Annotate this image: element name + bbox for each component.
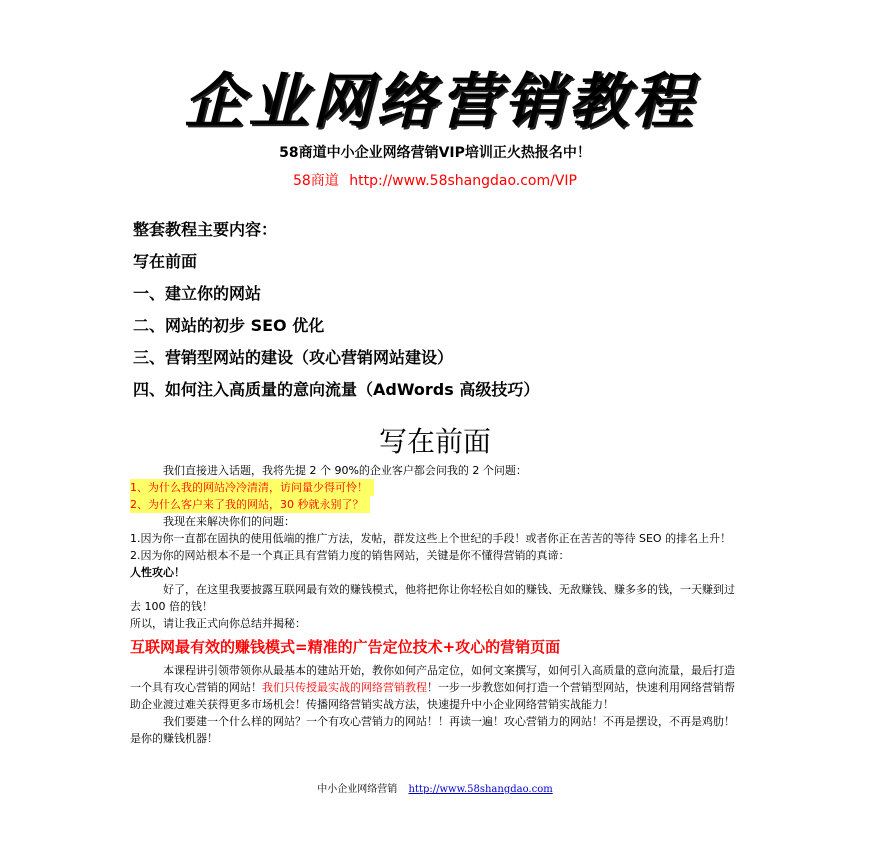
question-2-highlight: 2、为什么客户来了我的网站，30 秒就永别了？	[130, 496, 370, 513]
vip-url-link[interactable]: http://www.58shangdao.com/VIP	[349, 173, 577, 189]
section-body	[130, 462, 745, 747]
footer-link[interactable]: http://www.58shangdao.com	[408, 784, 553, 795]
solve-paragraph: 我现在来解决你们的问题：	[163, 515, 295, 528]
reveal-paragraph: 好了，在这里我要披露互联网最有效的赚钱模式，他将把你让你轻松自如的赚钱、无敌赚钱、赚多多的钱，一天赚到过去 100 倍的钱！	[130, 583, 735, 613]
question-1-highlight: 1、为什么我的网站冷冷清清，访问量少得可怜！	[130, 479, 374, 496]
course-text-b: ！一步一步教您如何打造一个营销型网站，快速利用网络营销帮助企业渡过难关获得更多市场机会！传播网络营销实战方法，快速提升中小企业网络营销实战能力！	[130, 681, 735, 711]
intro-paragraph: 我们直接进入话题，我将先提 2 个 90%的企业客户都会问我的 2 个问题：	[163, 464, 527, 477]
toc-item: 一、建立你的网站	[133, 284, 262, 303]
toc-item: 三、营销型网站的建设（攻心营销网站建设）	[133, 348, 454, 367]
answer-2-emphasis: 人性攻心！	[130, 566, 185, 579]
banner-title: 企业网络营销教程	[184, 67, 696, 137]
course-text-red: 我们只传授最实战的网络营销教程	[262, 681, 427, 694]
brand-name: 58商道	[292, 173, 339, 189]
toc-item: 四、如何注入高质量的意向流量（AdWords 高级技巧）	[133, 380, 540, 399]
course-paragraph	[130, 662, 745, 713]
answer-2-paragraph: 2.因为你的网站根本不是一个真正具有营销力度的销售网站，关键是你不懂得营销的真谛：	[130, 549, 570, 562]
footer-text: 中小企业网络营销	[317, 784, 398, 795]
closing-paragraph: 我们要建一个什么样的网站？一个有攻心营销力的网站！！再读一遍！攻心营销力的网站！不再是摆设，不再是鸡肋！是你的赚钱机器！	[130, 715, 735, 745]
answer-1-paragraph: 1.因为你一直都在固执的使用低端的推广方法，发帖，群发这些上个世纪的手段！或者你正在苦苦的等待 SEO 的排名上升！	[130, 532, 732, 545]
subtitle-link-line	[0, 170, 870, 190]
page-footer	[0, 780, 870, 795]
model-headline: 互联网最有效的赚钱模式=精准的广告定位技术+攻心的营销页面	[130, 638, 561, 656]
table-of-contents	[133, 214, 539, 406]
toc-item: 二、网站的初步 SEO 优化	[133, 316, 325, 335]
toc-item: 写在前面	[133, 252, 198, 271]
summary-paragraph: 所以，请让我正式向你总结并揭秘：	[130, 617, 306, 630]
section-title: 写在前面	[378, 425, 491, 458]
subtitle-line: 58商道中小企业网络营销VIP培训正火热报名中！	[279, 145, 591, 161]
toc-heading: 整套教程主要内容：	[133, 220, 278, 239]
course-text-a: 本课程讲引领带领你从最基本的建站开始，教你如何产品定位，如何文案撰写，如何引入高质量的意向流量，最后打造一个具有攻心营销的网站！	[130, 664, 735, 694]
